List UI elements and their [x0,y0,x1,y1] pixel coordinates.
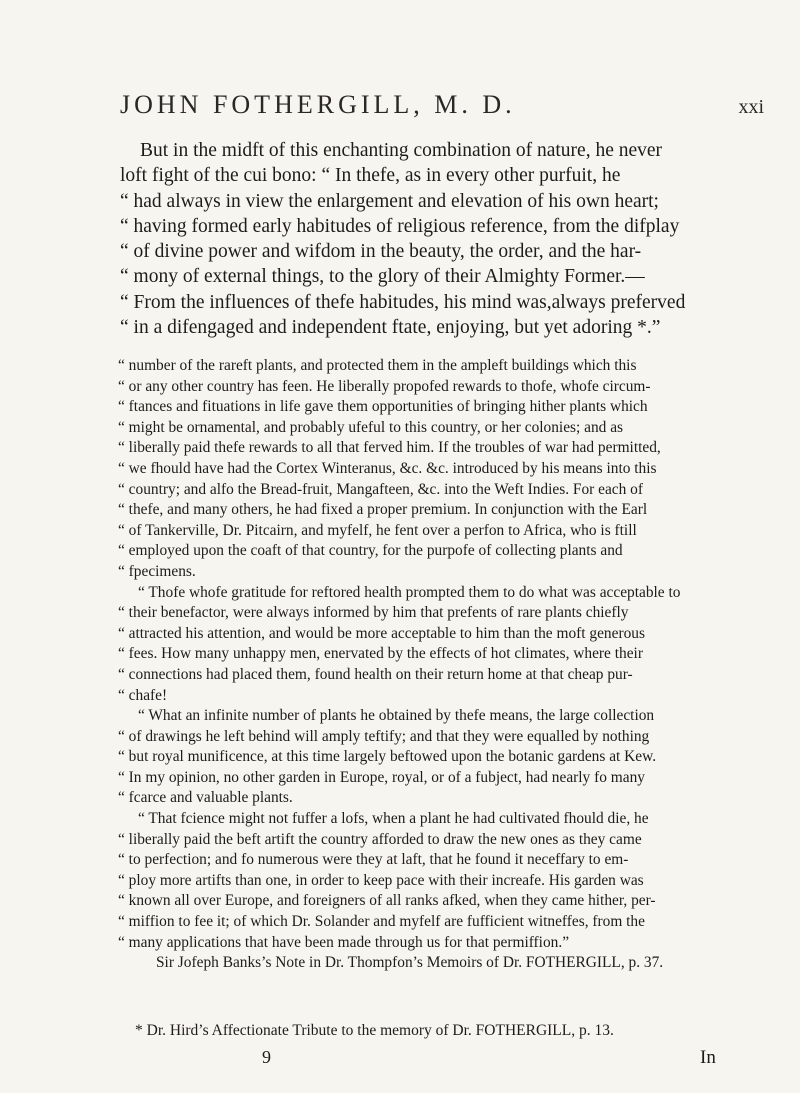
note-line: “ In my opinion, no other garden in Europe, royal, or of a fubject, had nearly fo many [118,768,645,786]
note-line: “ connections had placed them, found health on their return home at that cheap pur- [118,665,633,683]
note-line: “ their benefactor, were always informed by him that prefents of rare plants chiefly [118,604,629,622]
note-line: “ That fcience might not fuffer a lofs, when a plant he had cultivated fhould die, he [138,810,649,828]
text-line: “ in a difengaged and independent ftate, enjoying, but yet adoring *.” [120,317,661,339]
text-line: “ From the influences of thefe habitudes, his mind was,always preferved [120,291,686,313]
note-line: “ of drawings he left behind will amply teftify; and that they were equalled by nothing [118,727,650,745]
text-line: But in the midft of this enchanting combination of nature, he never [140,140,663,161]
note-line: “ miffion to fee it; of which Dr. Solander and myfelf are fufficient witneffes, from the [118,913,645,931]
note-line: “ chafe! [118,686,168,704]
note-line: “ Thofe whofe gratitude for reftored health prompted them to do what was acceptable to [138,583,681,601]
main-paragraph [120,138,760,340]
note-line: “ country; and alfo the Bread-fruit, Mangafteen, &c. into the Weft Indies. For each of [118,480,643,498]
note-line: “ known all over Europe, and foreigners of all ranks afked, when they came hither, per- [118,892,656,910]
note-line: “ ftances and fituations in life gave them opportunities of bringing hither plants which [118,398,648,416]
note-line: “ fees. How many unhappy men, enervated by the effects of hot climates, where their [118,645,643,663]
quoted-note [118,356,768,974]
note-line: “ ploy more artifts than one, in order to keep pace with their increafe. His garden was [118,871,644,889]
note-line: “ fcarce and valuable plants. [118,789,293,807]
note-line: “ or any other country has feen. He liberally propofed rewards to thofe, whofe circum- [118,377,651,395]
note-line: “ thefe, and many others, he had fixed a proper premium. In conjunction with the Earl [118,501,648,519]
running-head: JOHN FOTHERGILL, M. D. [120,90,516,119]
signature-mark: 9 [262,1047,271,1067]
footnote: * Dr. Hird’s Affectionate Tribute to the memory of Dr. FOTHERGILL, p. 13. [135,1022,614,1039]
note-line: “ might be ornamental, and probably ufeful to this country, or her colonies; and as [118,418,624,436]
note-line: “ liberally paid the beft artift the country afforded to draw the new ones as they came [118,830,642,848]
text-line: loft fight of the cui bono: “ In thefe, as in every other purfuit, he [120,165,621,187]
note-line: “ attracted his attention, and would be more acceptable to him than the moft generous [118,624,645,642]
note-line: “ employed upon the coaft of that country, for the purpofe of collecting plants and [118,542,623,560]
page-header [120,90,800,130]
note-line: “ to perfection; and fo numerous were they at laft, that he found it neceffary to em- [118,851,629,869]
note-line: “ What an infinite number of plants he obtained by thefe means, the large collection [138,707,655,725]
text-line: “ had always in view the enlargement and elevation of his own heart; [120,190,659,212]
page-number: xxi [738,96,764,118]
note-line: “ fpecimens. [118,562,196,580]
note-line: “ number of the rareft plants, and protected them in the ampleft buildings which this [118,357,637,374]
catchword: In [700,1047,716,1068]
note-source: Sir Jofeph Banks’s Note in Dr. Thompfon’s Memoirs of Dr. FOTHERGILL, p. 37. [156,954,664,972]
note-line: “ of Tankerville, Dr. Pitcairn, and myfelf, he fent over a perfon to Africa, who is ftill [118,521,637,539]
note-line: “ we fhould have had the Cortex Winteranus, &c. &c. introduced by his means into this [118,459,657,477]
text-line: “ mony of external things, to the glory of their Almighty Former.— [120,266,645,288]
note-line: “ many applications that have been made through us for that permiffion.” [118,933,570,951]
text-line: “ having formed early habitudes of religious reference, from the difplay [120,215,680,237]
note-line: “ liberally paid thefe rewards to all that ferved him. If the troubles of war had permitted, [118,439,661,457]
text-line: “ of divine power and wifdom in the beauty, the order, and the har- [120,241,642,263]
note-line: “ but royal munificence, at this time largely beftowed upon the botanic gardens at Kew. [118,748,657,766]
